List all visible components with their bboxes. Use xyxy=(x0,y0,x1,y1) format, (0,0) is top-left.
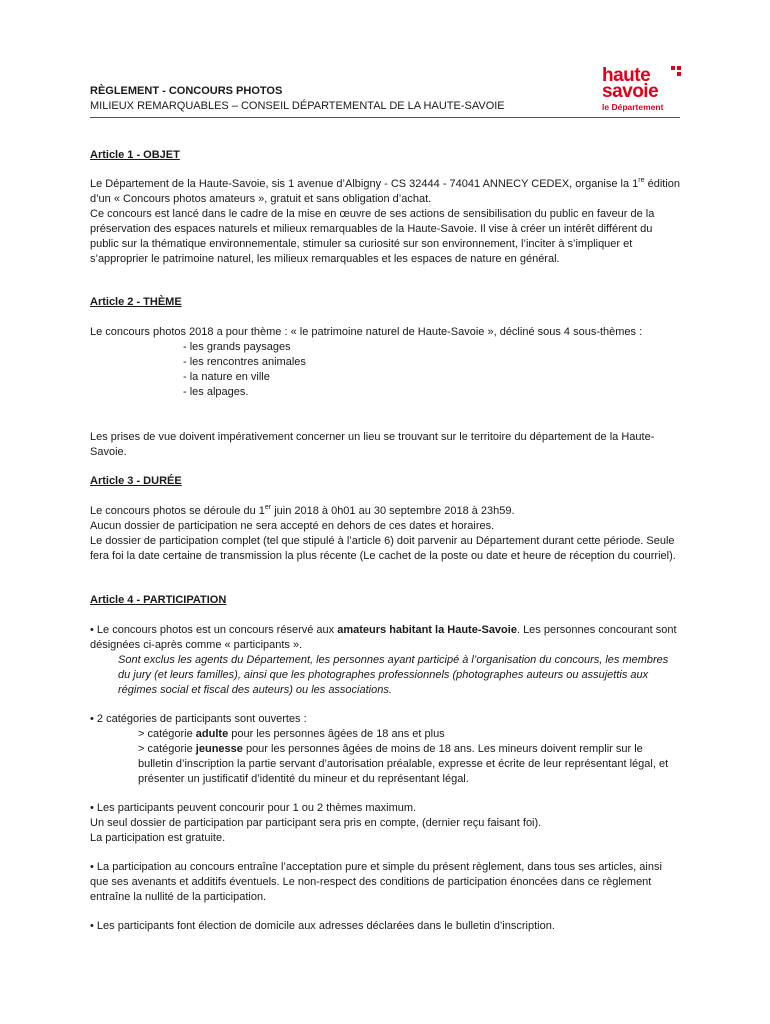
exclusion-note: Sont exclus les agents du Département, les personnes ayant participé à l’organisation du concours, les membres du jury (et leurs familles), ainsi que les photographes professionnels (photographes auteurs ou assujettis aux régimes social et fiscal des auteurs) ou les associations. xyxy=(118,654,669,696)
article-4-title: Article 4 - PARTICIPATION xyxy=(90,594,227,606)
article-4 xyxy=(90,593,680,608)
article-2-intro: Le concours photos 2018 a pour thème : « le patrimoine naturel de Haute-Savoie », décliné sous 4 sous-thèmes : xyxy=(90,326,643,338)
article-2-outro: Les prises de vue doivent impérativement concerner un lieu se trouvant sur le territoire du département de la Haute-Savoie. xyxy=(90,431,655,458)
haute-savoie-logo xyxy=(602,66,684,116)
logo-line-1: haute xyxy=(602,65,651,86)
article-1-para-1: Le Département de la Haute-Savoie, sis 1 avenue d’Albigny - CS 32444 - 74041 ANNECY CEDEX, organise la 1re édition d’un « Concours photos amateurs », gratuit et sans obligation d’achat. xyxy=(90,177,680,205)
article-1-title: Article 1 - OBJET xyxy=(90,149,180,161)
article-4-bullet-5: • Les participants font élection de domicile aux adresses déclarées dans le bulletin d’inscription. xyxy=(90,920,555,932)
document-title: RÈGLEMENT - CONCOURS PHOTOS xyxy=(90,85,283,97)
article-3 xyxy=(90,474,680,489)
article-4-bullet-4: • La participation au concours entraîne l’acceptation pure et simple du présent règlement, dans tous ses articles, ainsi que ses avenants et additifs éventuels. Le non-respect des conditions de participation énoncées dans ce règlement entraîne la nullité de la participation. xyxy=(90,861,662,903)
article-1-para-2: Ce concours est lancé dans le cadre de la mise en œuvre de ses actions de sensibilisation du public en faveur de la préservation des espaces naturels et milieux remarquables de la Haute-Savoie. Il vise à créer un intérêt différent du public sur la thématique environnementale, stimuler sa curiosité sur son environnement, l’inciter à s’impliquer et s’approprier le patrimoine naturel, les milieux remarquables et les espaces de nature en général. xyxy=(90,208,655,265)
article-3-title: Article 3 - DURÉE xyxy=(90,475,182,487)
article-1 xyxy=(90,148,680,163)
list-item: - les alpages. xyxy=(183,386,249,398)
logo-line-2: savoie xyxy=(602,81,659,102)
logo-line-3: le Département xyxy=(602,102,664,112)
logo-squares-icon xyxy=(671,66,682,77)
article-2-list xyxy=(90,340,680,400)
article-3-line-3: Le dossier de participation complet (tel que stipulé à l’article 6) doit parvenir au Département durant cette période. Seule fera foi la date certaine de transmission la plus récente (Le cachet de la poste ou date et heure de réception du courriel). xyxy=(90,535,676,562)
category-youth: > catégorie jeunesse pour les personnes âgées de moins de 18 ans. Les mineurs doivent remplir sur le bulletin d’inscription la partie servant d’autorisation préalable, expresse et écrite de leur représentant légal, et présenter un justificatif d’identité du mineur et du représentant légal. xyxy=(138,743,669,785)
document-subtitle: MILIEUX REMARQUABLES – CONSEIL DÉPARTEMENTAL DE LA HAUTE-SAVOIE xyxy=(90,100,505,112)
article-3-text xyxy=(90,504,680,564)
article-4-bullet-3: • Les participants peuvent concourir pour 1 ou 2 thèmes maximum. Un seul dossier de participation par participant sera pris en compte, (dernier reçu faisant foi). La participation est gratuite. xyxy=(90,802,542,844)
article-2-text xyxy=(90,325,680,400)
article-2-title: Article 2 - THÈME xyxy=(90,296,182,308)
list-item: - la nature en ville xyxy=(183,371,270,383)
article-3-line-1: Le concours photos se déroule du 1er juin 2018 à 0h01 au 30 septembre 2018 à 23h59. xyxy=(90,504,515,517)
list-item: - les grands paysages xyxy=(183,341,291,353)
article-4-bullet-2: • 2 catégories de participants sont ouvertes : > catégorie adulte pour les personnes âgées de 18 ans et plus > catégorie jeunesse pour les personnes âgées de moins de 18 ans. Les mineurs doivent remplir sur le bulletin d’inscription la partie servant d’autorisation préalable, expresse et écrite de leur représentant légal, et présenter un justificatif d’identité du mineur et du représentant légal. xyxy=(90,712,680,787)
article-2 xyxy=(90,295,680,310)
document-header xyxy=(90,81,680,118)
category-adult: > catégorie adulte pour les personnes âgées de 18 ans et plus xyxy=(138,728,445,740)
article-4-bullet-1: • Le concours photos est un concours réservé aux amateurs habitant la Haute-Savoie. Les personnes concourant sont désignées ci-après comme « participants ». Sont exclus les agents du Département, les personnes ayant participé à l’organisation du concours, les membres du jury (et leurs familles), ainsi que les photographes professionnels (photographes auteurs ou assujettis aux régimes social et fiscal des auteurs) ou les associations. xyxy=(90,623,680,698)
list-item: - les rencontres animales xyxy=(183,356,306,368)
article-3-line-2: Aucun dossier de participation ne sera accepté en dehors de ces dates et horaires. xyxy=(90,520,495,532)
article-1-text xyxy=(90,177,680,267)
